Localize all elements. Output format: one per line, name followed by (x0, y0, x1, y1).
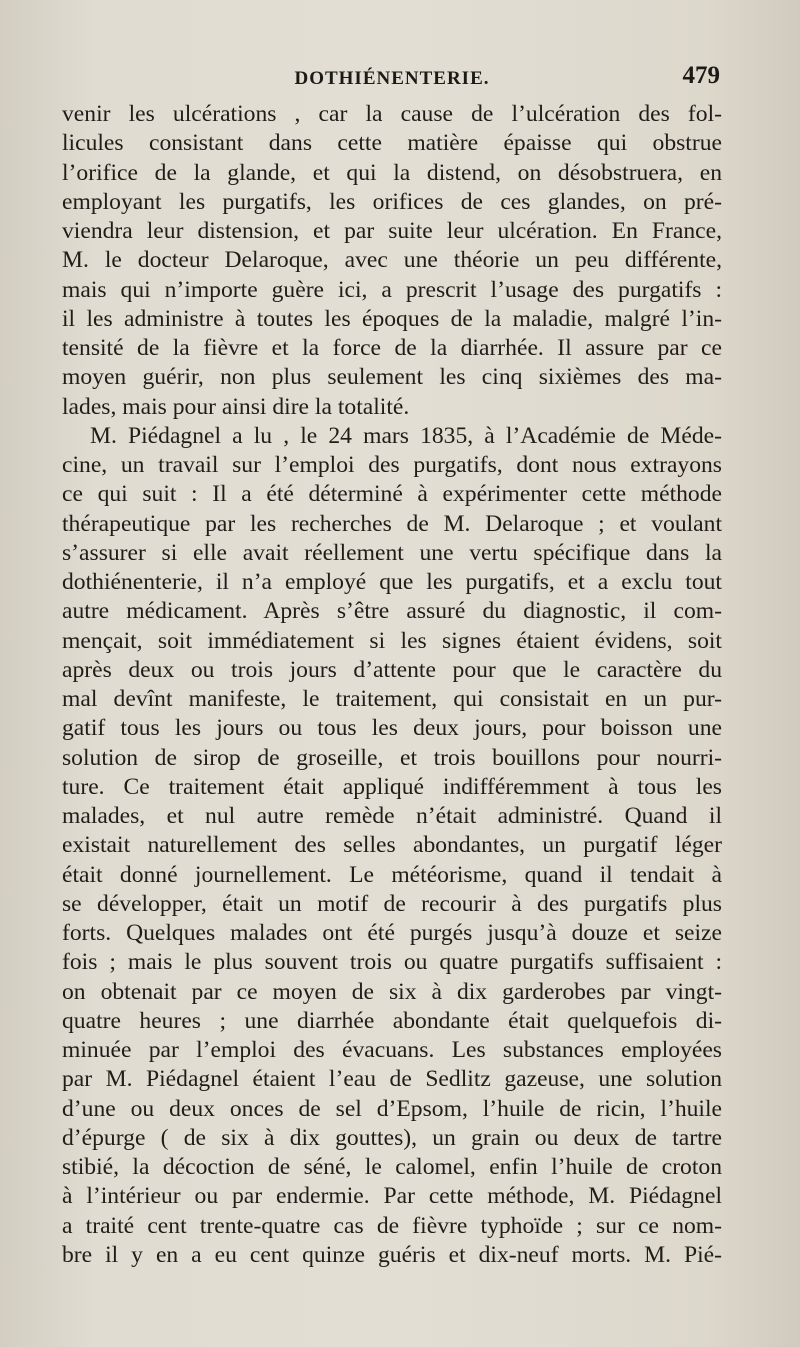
text-line: gatif tous les jours ou tous les deux jours, pour boisson une (62, 715, 722, 742)
text-line: d’épurge ( de six à dix gouttes), un grain ou deux de tartre (62, 1124, 722, 1151)
text-line: ture. Ce traitement était appliqué indifféremment à tous les (62, 773, 722, 800)
text-line: dothiénenterie, il n’a employé que les purgatifs, et a exclu tout (62, 569, 722, 595)
text-line: après deux ou trois jours d’attente pour que le caractère du (62, 656, 722, 683)
text-line: était donné journellement. Le météorisme, quand il tendait à (62, 861, 722, 888)
text-line: tensité de la fièvre et la force de la diarrhée. Il assure par ce (62, 335, 722, 361)
paragraph-start-line: M. Piédagnel a lu , le 24 mars 1835, à l’Académie de Méde- (90, 422, 722, 449)
running-head (62, 62, 722, 96)
text-line: employant les purgatifs, les orifices de ces glandes, on pré- (62, 188, 722, 215)
text-line: forts. Quelques malades ont été purgés jusqu’à douze et seize (62, 920, 722, 946)
text-line: stibié, la décoction de séné, le calomel, enfin l’huile de croton (62, 1154, 722, 1180)
page-number: 479 (682, 62, 720, 89)
text-line: licules consistant dans cette matière épaisse qui obstrue (62, 130, 722, 157)
text-line: a traité cent trente-quatre cas de fièvre typhoïde ; sur ce nom- (62, 1212, 722, 1239)
text-line: par M. Piédagnel étaient l’eau de Sedlitz gazeuse, une solution (62, 1066, 722, 1093)
text-line: minuée par l’emploi des évacuans. Les substances employées (62, 1037, 722, 1063)
text-line: fois ; mais le plus souvent trois ou quatre purgatifs suffisaient : (62, 949, 722, 976)
text-line: mais qui n’importe guère ici, a prescrit l’usage des purgatifs : (62, 276, 722, 303)
running-title: DOTHIÉNENTERIE. (294, 68, 490, 89)
text-line: ce qui suit : Il a été déterminé à expérimenter cette méthode (62, 481, 722, 508)
text-line: moyen guérir, non plus seulement les cinq sixièmes des ma- (62, 364, 722, 391)
text-line: autre médicament. Après s’être assuré du diagnostic, il com- (62, 598, 722, 625)
paragraph-end-line: lades, mais pour ainsi dire la totalité. (62, 393, 410, 420)
text-line: solution de sirop de groseille, et trois bouillons pour nourri- (62, 744, 722, 771)
text-line: cine, un travail sur l’emploi des purgatifs, dont nous extrayons (62, 452, 722, 478)
text-line: s’assurer si elle avait réellement une vertu spécifique dans la (62, 539, 722, 566)
text-line: on obtenait par ce moyen de six à dix garderobes par vingt- (62, 978, 722, 1005)
text-line: mal devînt manifeste, le traitement, qui consistait en un pur- (62, 686, 722, 712)
text-line: mençait, soit immédiatement si les signes étaient évidens, soit (62, 627, 722, 654)
text-line: existait naturellement des selles abondantes, un purgatif léger (62, 832, 722, 859)
text-line: M. le docteur Delaroque, avec une théorie un peu différente, (62, 247, 722, 274)
text-line: thérapeutique par les recherches de M. Delaroque ; et voulant (62, 510, 722, 537)
text-line: il les administre à toutes les époques de la maladie, malgré l’in- (62, 305, 722, 332)
text-line: malades, et nul autre remède n’était administré. Quand il (62, 803, 722, 829)
text-line: viendra leur distension, et par suite leur ulcération. En France, (62, 218, 722, 244)
text-line: se développer, était un motif de recourir à des purgatifs plus (62, 890, 722, 917)
text-line: bre il y en a eu cent quinze guéris et dix-neuf morts. M. Pié- (62, 1241, 722, 1268)
text-line: quatre heures ; une diarrhée abondante était quelquefois di- (62, 1007, 722, 1034)
body-text (62, 100, 722, 1270)
text-line: l’orifice de la glande, et qui la distend, on désobstruera, en (62, 159, 722, 186)
text-line: d’une ou deux onces de sel d’Epsom, l’huile de ricin, l’huile (62, 1095, 722, 1122)
text-line: à l’intérieur ou par endermie. Par cette méthode, M. Piédagnel (62, 1183, 722, 1210)
text-line: venir les ulcérations , car la cause de l’ulcération des fol- (62, 101, 722, 127)
